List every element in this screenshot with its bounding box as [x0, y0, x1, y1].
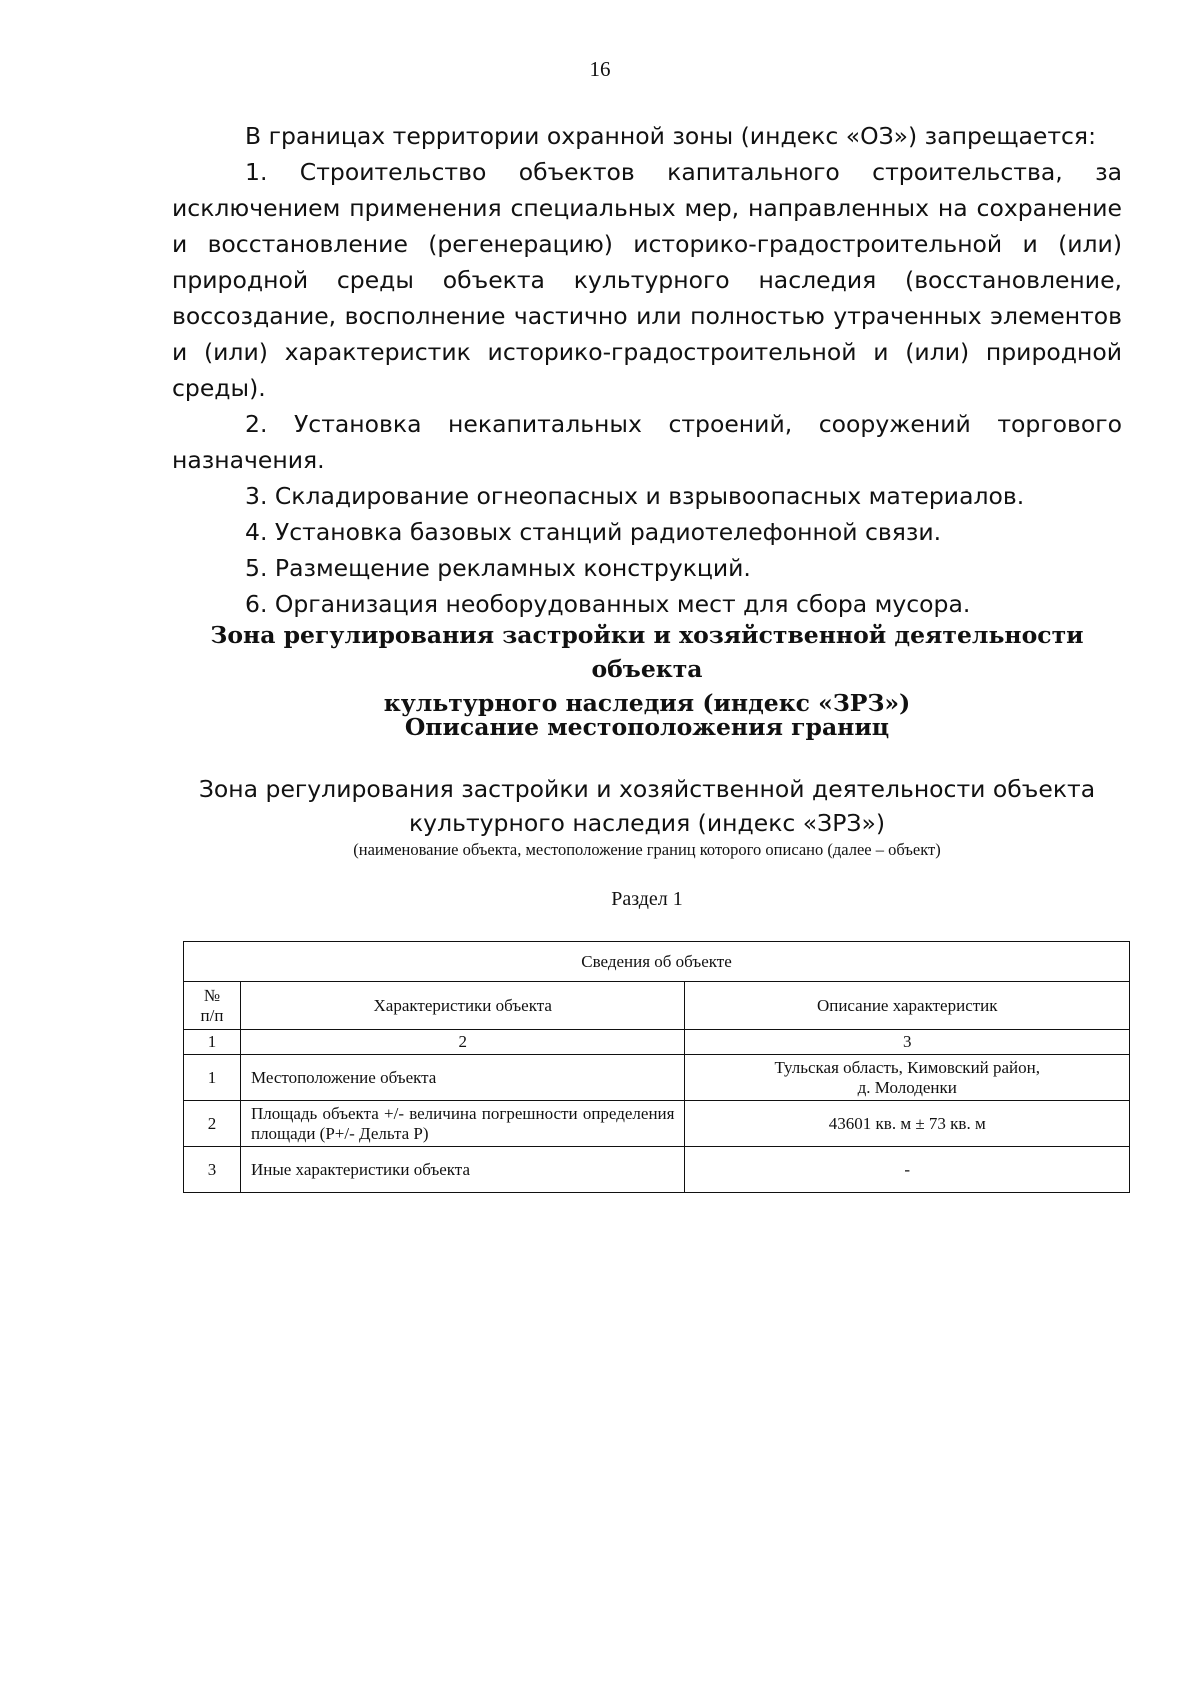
table-caption: Сведения об объекте	[184, 942, 1130, 982]
object-name-line1: Зона регулирования застройки и хозяйственной деятельности объекта	[198, 775, 1096, 803]
list-item: 1. Строительство объектов капитального строительства, за исключением применения специальных мер, направленных на сохранение и восстановление (регенерацию) историко-градостроительной и (или) природной среды объекта культурного наследия (восстановление, воссоздание, восполнение частично или полностью утраченных элементов и (или) характеристик историко-градостроительной и (или) природной среды).	[172, 158, 1122, 402]
table-header-row	[184, 982, 1130, 1030]
row-characteristic: Местоположение объекта	[240, 1055, 685, 1101]
row-num: 3	[184, 1147, 241, 1193]
zone-heading	[172, 618, 1122, 720]
description-heading: Описание местоположения границ	[404, 713, 890, 741]
row-num: 2	[184, 1101, 241, 1147]
object-name-line2: культурного наследия (индекс «ЗРЗ»)	[408, 809, 886, 837]
header-num-line2: п/п	[200, 1005, 224, 1025]
row-description	[685, 1055, 1130, 1101]
list-item: 3. Складирование огнеопасных и взрывоопасных материалов.	[245, 482, 1025, 510]
row-num: 1	[184, 1055, 241, 1101]
page-number: 16	[589, 57, 611, 81]
header-description: Описание характеристик	[685, 982, 1130, 1030]
row-description: -	[685, 1147, 1130, 1193]
intro-paragraph: В границах территории охранной зоны (индекс «ОЗ») запрещается:	[245, 122, 1096, 150]
row-characteristic: Иные характеристики объекта	[240, 1147, 685, 1193]
header-num	[184, 982, 241, 1030]
zone-heading-line2: культурного наследия (индекс «ЗРЗ»)	[383, 689, 911, 717]
row-description: 43601 кв. м ± 73 кв. м	[685, 1101, 1130, 1147]
row-description-line1: Тульская область, Кимовский район,	[774, 1057, 1041, 1077]
section-label: Раздел 1	[611, 888, 683, 910]
object-name	[172, 772, 1122, 840]
table-row	[184, 1055, 1130, 1101]
row-characteristic: Площадь объекта +/- величина погрешности определения площади (Р+/- Дельта Р)	[240, 1101, 685, 1147]
zone-heading-line1: Зона регулирования застройки и хозяйственной деятельности объекта	[210, 621, 1084, 683]
object-info-table	[183, 941, 1130, 1193]
table-row	[184, 1101, 1130, 1147]
index-cell: 2	[240, 1030, 685, 1055]
index-cell: 3	[685, 1030, 1130, 1055]
header-characteristics: Характеристики объекта	[240, 982, 685, 1030]
list-item: 5. Размещение рекламных конструкций.	[245, 554, 751, 582]
list-item: 4. Установка базовых станций радиотелефонной связи.	[245, 518, 942, 546]
index-cell: 1	[184, 1030, 241, 1055]
table-index-row	[184, 1030, 1130, 1055]
list-item: 2. Установка некапитальных строений, сооружений торгового назначения.	[172, 410, 1122, 474]
table-row	[184, 1147, 1130, 1193]
object-note: (наименование объекта, местоположение границ которого описано (далее – объект)	[353, 840, 941, 859]
list-item: 6. Организация необорудованных мест для сбора мусора.	[245, 590, 971, 618]
header-num-line1: №	[203, 985, 221, 1005]
row-description-line2: д. Молоденки	[857, 1077, 957, 1097]
prohibitions-text	[172, 118, 1122, 622]
table-caption-row	[184, 942, 1130, 982]
